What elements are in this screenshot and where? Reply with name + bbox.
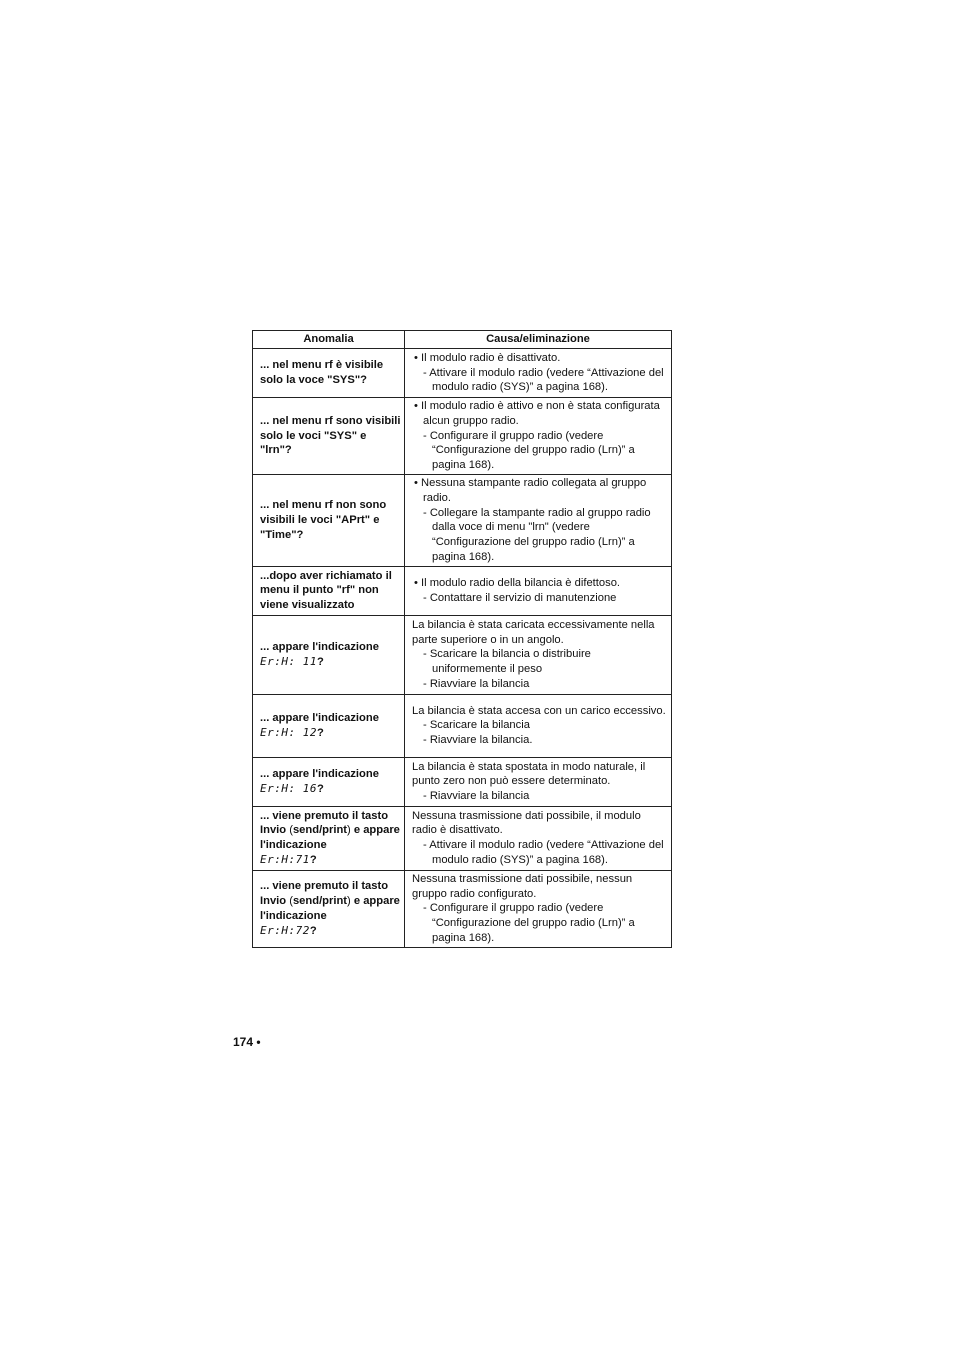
cause-cell [405, 398, 672, 475]
anomaly-text: ( [289, 894, 293, 907]
anomaly-text: send/print [292, 824, 348, 837]
anomaly-text: e appare l'indicazione [260, 894, 400, 922]
anomaly-text: ... viene premuto il tasto Invio [260, 809, 389, 837]
table-header-row [253, 331, 672, 349]
table-row [253, 566, 672, 615]
anomaly-suffix: ? [316, 655, 324, 668]
anomaly-cell [253, 398, 405, 475]
header-anomalia: Anomalia [253, 331, 405, 349]
anomaly-text: ... nel menu rf è visibile solo la voce "SYS"? [260, 359, 384, 386]
remedy-item: - Attivare il modulo radio (vedere “Attivazione del modulo radio (SYS)” a pagina 168). [423, 839, 664, 867]
display-code: Er:H: 16 [260, 781, 317, 795]
display-code: Er:H: 11 [260, 654, 317, 668]
anomaly-text: ... appare l'indicazione [260, 711, 379, 724]
anomaly-cell [253, 566, 405, 615]
header-causa: Causa/eliminazione [405, 331, 672, 349]
anomaly-cell [253, 806, 405, 870]
display-code: Er:H:71 [260, 853, 310, 867]
display-code: Er:H:72 [260, 923, 310, 937]
cause-text: La bilancia è stata accesa con un carico eccessivo. [412, 704, 666, 717]
anomaly-text: ( [289, 824, 293, 837]
remedy-item: - Configurare il gruppo radio (vedere “Configurazione del gruppo radio (Lrn)” a pagina 168). [423, 902, 635, 944]
anomaly-cell [253, 757, 405, 806]
table-row [253, 398, 672, 475]
cause-text: La bilancia è stata caricata eccessivamente nella parte superiore o in un angolo. [412, 618, 655, 646]
anomaly-suffix: ? [309, 854, 317, 867]
remedy-item: - Contattare il servizio di manutenzione [423, 591, 617, 604]
cause-text: Nessuna trasmissione dati possibile, nessun gruppo radio configurato. [412, 872, 633, 900]
anomaly-suffix: ? [316, 782, 324, 795]
cause-bullet: • Il modulo radio della bilancia è difettoso. [414, 576, 621, 589]
anomaly-text: ... nel menu rf sono visibili solo le voci "SYS" e "lrn"? [260, 414, 401, 457]
anomaly-cell [253, 615, 405, 694]
anomaly-suffix: ? [309, 924, 317, 937]
anomaly-text: ... appare l'indicazione [260, 640, 379, 653]
anomaly-text: ) [347, 894, 351, 907]
anomaly-text: ... nel menu rf non sono visibili le voci "APrt" e "Time"? [260, 499, 387, 541]
remedy-item: - Riavviare la bilancia. [423, 734, 533, 747]
cause-text: La bilancia è stata spostata in modo naturale, il punto zero non può essere determinato. [412, 760, 646, 788]
table-body [253, 349, 672, 948]
table-row [253, 349, 672, 398]
display-code: Er:H: 12 [260, 725, 317, 739]
cause-cell [405, 806, 672, 870]
remedy-item: - Riavviare la bilancia [423, 677, 530, 690]
cause-bullet: • Il modulo radio è disattivato. [414, 351, 561, 364]
anomaly-cell [253, 349, 405, 398]
troubleshooting-table [252, 330, 672, 948]
remedy-item: - Configurare il gruppo radio (vedere “Configurazione del gruppo radio (Lrn)” a pagina 168). [423, 429, 635, 472]
anomaly-text: ... appare l'indicazione [260, 767, 379, 780]
remedy-item: - Scaricare la bilancia o distribuire uniformemente il peso [423, 648, 591, 676]
cause-cell [405, 349, 672, 398]
remedy-item: - Scaricare la bilancia [423, 719, 530, 732]
table-row [253, 870, 672, 947]
cause-cell [405, 870, 672, 947]
cause-cell [405, 474, 672, 566]
table-row [253, 615, 672, 694]
cause-cell [405, 757, 672, 806]
remedy-item: - Attivare il modulo radio (vedere “Attivazione del modulo radio (SYS)” a pagina 168). [423, 366, 664, 394]
cause-bullet: • Nessuna stampante radio collegata al gruppo radio. [414, 476, 647, 504]
cause-cell [405, 694, 672, 757]
anomaly-text: ... viene premuto il tasto Invio [260, 880, 389, 907]
anomaly-cell [253, 474, 405, 566]
anomaly-text: ) [347, 824, 351, 837]
cause-cell [405, 615, 672, 694]
cause-bullet: • Il modulo radio è attivo e non è stata configurata alcun gruppo radio. [414, 400, 660, 427]
page-number: 174 • [233, 1035, 261, 1049]
remedy-item: - Collegare la stampante radio al gruppo radio dalla voce di menu "lrn" (vedere “Configurazione del gruppo radio (Lrn)” a pagina 168). [423, 506, 651, 563]
anomaly-text: e appare l'indicazione [260, 824, 400, 852]
cause-text: Nessuna trasmissione dati possibile, il modulo radio è disattivato. [412, 809, 641, 837]
table-row [253, 694, 672, 757]
anomaly-cell [253, 870, 405, 947]
table-row [253, 474, 672, 566]
table-row [253, 806, 672, 870]
anomaly-text: send/print [292, 894, 348, 907]
cause-cell [405, 566, 672, 615]
anomaly-suffix: ? [316, 726, 324, 739]
anomaly-cell [253, 694, 405, 757]
anomaly-text: ...dopo aver richiamato il menu il punto "rf" non viene visualizzato [260, 569, 392, 612]
remedy-item: - Riavviare la bilancia [423, 790, 530, 803]
table-row [253, 757, 672, 806]
